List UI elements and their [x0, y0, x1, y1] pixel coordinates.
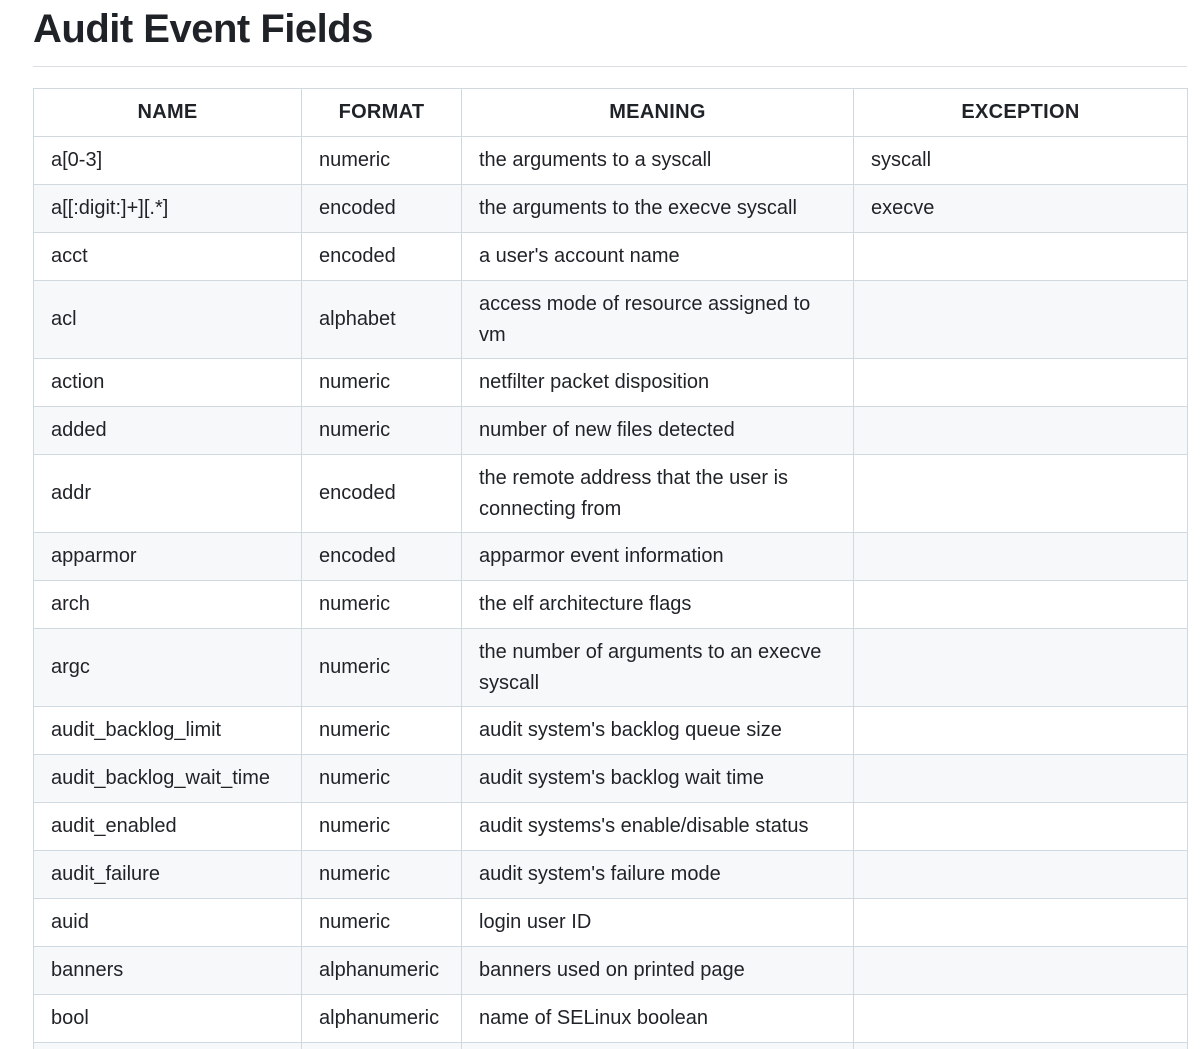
cell-format: numeric: [302, 581, 462, 629]
cell-format: numeric: [302, 755, 462, 803]
table-row: [34, 533, 1188, 581]
cell-name: a[[:digit:]+][.*]: [34, 185, 302, 233]
table-row: [34, 755, 1188, 803]
cell-meaning: audit system's failure mode: [462, 851, 854, 899]
cell-name: acct: [34, 233, 302, 281]
cell-meaning: the elf architecture flags: [462, 581, 854, 629]
table-row-partial: [34, 1043, 1188, 1049]
cell-format: numeric: [302, 803, 462, 851]
cell-format: numeric: [302, 137, 462, 185]
cell-name: auid: [34, 899, 302, 947]
cell-meaning: audit systems's enable/disable status: [462, 803, 854, 851]
table-row: [34, 281, 1188, 359]
audit-fields-table: [33, 88, 1188, 1049]
table-row: [34, 359, 1188, 407]
table-row: [34, 629, 1188, 707]
cell-format: numeric: [302, 707, 462, 755]
cell-name: a[0-3]: [34, 137, 302, 185]
cell-format: encoded: [302, 185, 462, 233]
cell-meaning: login user ID: [462, 899, 854, 947]
cell-exception: [854, 359, 1188, 407]
table-row: [34, 581, 1188, 629]
cell-meaning: banners used on printed page: [462, 947, 854, 995]
cell-format: numeric: [302, 851, 462, 899]
cell-format: alphanumeric: [302, 947, 462, 995]
table-row: [34, 455, 1188, 533]
cell-exception: [854, 533, 1188, 581]
cell-name: acl: [34, 281, 302, 359]
cell-exception: execve: [854, 185, 1188, 233]
cell-format: [302, 1043, 462, 1049]
cell-meaning: apparmor event information: [462, 533, 854, 581]
cell-name: audit_backlog_limit: [34, 707, 302, 755]
cell-name: bool: [34, 995, 302, 1043]
cell-meaning: [462, 1043, 854, 1049]
table-row: [34, 947, 1188, 995]
cell-meaning: netfilter packet disposition: [462, 359, 854, 407]
cell-meaning: the number of arguments to an execve syscall: [462, 629, 854, 707]
header-row: [34, 89, 1188, 137]
table-row: [34, 137, 1188, 185]
cell-exception: [854, 899, 1188, 947]
title-divider: [33, 66, 1187, 67]
table-body: [34, 137, 1188, 1049]
cell-exception: [854, 233, 1188, 281]
cell-format: alphabet: [302, 281, 462, 359]
table-row: [34, 995, 1188, 1043]
cell-name: [34, 1043, 302, 1049]
cell-name: added: [34, 407, 302, 455]
table-row: [34, 899, 1188, 947]
cell-name: audit_enabled: [34, 803, 302, 851]
cell-meaning: name of SELinux boolean: [462, 995, 854, 1043]
cell-name: action: [34, 359, 302, 407]
cell-exception: [854, 755, 1188, 803]
cell-name: audit_backlog_wait_time: [34, 755, 302, 803]
header-exception: EXCEPTION: [854, 89, 1188, 137]
cell-exception: [854, 995, 1188, 1043]
cell-exception: [854, 281, 1188, 359]
cell-format: numeric: [302, 407, 462, 455]
table-header: [34, 89, 1188, 137]
cell-exception: [854, 407, 1188, 455]
cell-format: alphanumeric: [302, 995, 462, 1043]
cell-name: audit_failure: [34, 851, 302, 899]
cell-format: encoded: [302, 455, 462, 533]
cell-meaning: a user's account name: [462, 233, 854, 281]
cell-meaning: audit system's backlog queue size: [462, 707, 854, 755]
table-row: [34, 803, 1188, 851]
cell-exception: [854, 707, 1188, 755]
table-row: [34, 185, 1188, 233]
cell-name: addr: [34, 455, 302, 533]
table-row: [34, 851, 1188, 899]
cell-name: arch: [34, 581, 302, 629]
cell-meaning: the remote address that the user is connecting from: [462, 455, 854, 533]
header-format: FORMAT: [302, 89, 462, 137]
cell-meaning: the arguments to a syscall: [462, 137, 854, 185]
cell-exception: [854, 947, 1188, 995]
header-meaning: MEANING: [462, 89, 854, 137]
page-title: Audit Event Fields: [33, 7, 373, 51]
cell-meaning: the arguments to the execve syscall: [462, 185, 854, 233]
cell-format: numeric: [302, 899, 462, 947]
cell-format: numeric: [302, 629, 462, 707]
cell-name: argc: [34, 629, 302, 707]
cell-exception: [854, 1043, 1188, 1049]
cell-format: encoded: [302, 233, 462, 281]
cell-meaning: audit system's backlog wait time: [462, 755, 854, 803]
cell-name: apparmor: [34, 533, 302, 581]
header-name: NAME: [34, 89, 302, 137]
table-row: [34, 707, 1188, 755]
table-row: [34, 233, 1188, 281]
cell-exception: [854, 629, 1188, 707]
cell-meaning: access mode of resource assigned to vm: [462, 281, 854, 359]
table-row: [34, 407, 1188, 455]
cell-exception: [854, 851, 1188, 899]
cell-meaning: number of new files detected: [462, 407, 854, 455]
cell-exception: [854, 803, 1188, 851]
cell-exception: syscall: [854, 137, 1188, 185]
cell-exception: [854, 455, 1188, 533]
cell-name: banners: [34, 947, 302, 995]
cell-format: numeric: [302, 359, 462, 407]
cell-format: encoded: [302, 533, 462, 581]
cell-exception: [854, 581, 1188, 629]
